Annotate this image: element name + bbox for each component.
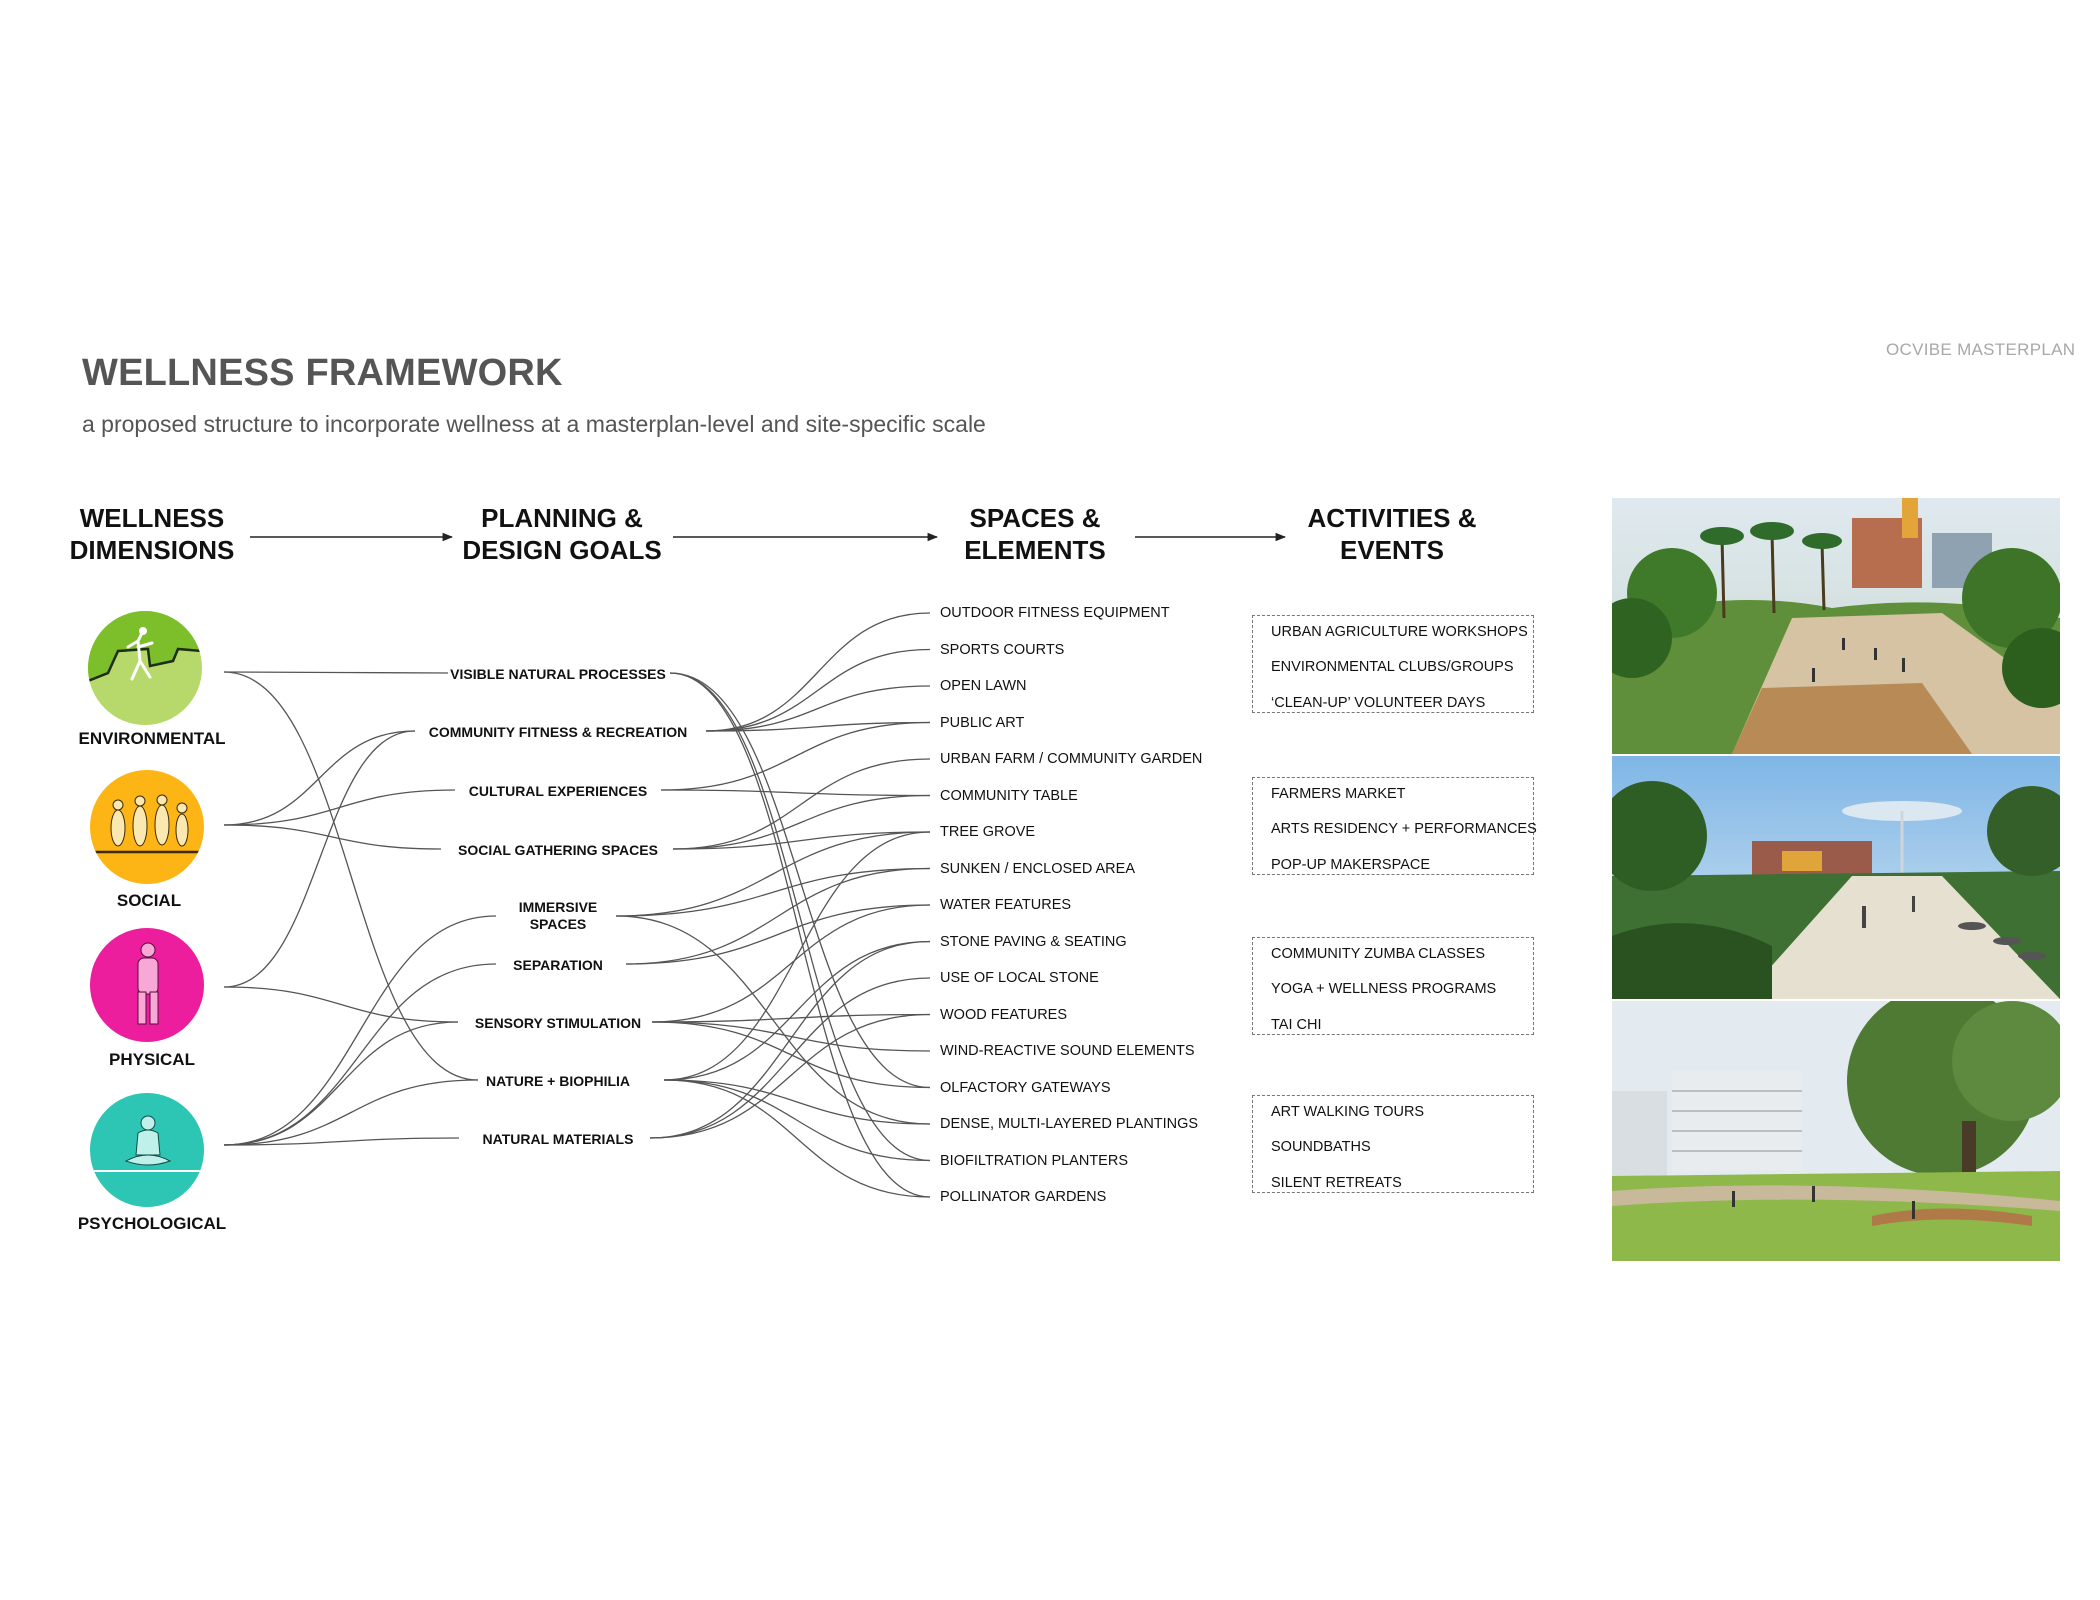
connection-curve <box>664 1080 930 1161</box>
activity-item: ARTS RESIDENCY + PERFORMANCES <box>1271 821 1537 837</box>
goal-community-fitness-recreation: COMMUNITY FITNESS & RECREATION <box>428 724 688 740</box>
goal-label-line: IMMERSIVE <box>518 899 598 915</box>
activity-item: ART WALKING TOURS <box>1271 1104 1425 1120</box>
page-subtitle: a proposed structure to incorporate wellness at a masterplan-level and site-specific scale <box>82 411 986 437</box>
goal-nature-biophilia: NATURE + BIOPHILIA <box>485 1073 631 1089</box>
column-header-line: EVENTS <box>1339 535 1445 565</box>
dimension-label-social: SOCIAL <box>116 891 182 910</box>
goal-sensory-stimulation: SENSORY STIMULATION <box>474 1015 642 1031</box>
environmental-circle <box>88 611 202 725</box>
gardener-figure-icon <box>88 611 202 725</box>
column-header-line: ACTIVITIES & <box>1307 503 1477 533</box>
rendering-image-plaza-garden <box>1612 498 2060 754</box>
column-header-line: WELLNESS <box>79 503 225 533</box>
column-header-activities <box>1272 502 1512 566</box>
element-item: WATER FEATURES <box>940 897 1072 913</box>
element-item: WIND-REACTIVE SOUND ELEMENTS <box>940 1043 1195 1059</box>
element-item: SUNKEN / ENCLOSED AREA <box>940 861 1135 877</box>
connection-curve <box>673 759 930 849</box>
column-header-line: SPACES & <box>969 503 1101 533</box>
dimension-label-physical: PHYSICAL <box>109 1050 195 1069</box>
page-title: WELLNESS FRAMEWORK <box>82 352 563 394</box>
element-item: OLFACTORY GATEWAYS <box>940 1080 1111 1096</box>
element-item: COMMUNITY TABLE <box>940 788 1078 804</box>
standing-person-icon <box>90 928 204 1042</box>
column-header-goals <box>412 502 712 566</box>
element-item: SPORTS COURTS <box>940 642 1065 658</box>
activity-item: YOGA + WELLNESS PROGRAMS <box>1271 981 1497 997</box>
connection-curve <box>670 673 930 1197</box>
activity-item: ENVIRONMENTAL CLUBS/GROUPS <box>1271 659 1514 675</box>
element-item: OPEN LAWN <box>940 678 1027 694</box>
meditation-figure-icon <box>90 1093 204 1207</box>
activity-item: URBAN AGRICULTURE WORKSHOPS <box>1271 624 1528 640</box>
connection-curve <box>224 731 415 987</box>
physical-circle <box>90 928 204 1042</box>
goal-cultural-experiences: CULTURAL EXPERIENCES <box>468 783 648 799</box>
goal-natural-materials: NATURAL MATERIALS <box>482 1131 634 1147</box>
connection-curve <box>706 613 930 731</box>
activity-item: SOUNDBATHS <box>1271 1139 1371 1155</box>
dancing-group-icon <box>90 770 204 884</box>
activity-item: TAI CHI <box>1271 1017 1322 1033</box>
element-item: USE OF LOCAL STONE <box>940 970 1099 986</box>
activity-item: COMMUNITY ZUMBA CLASSES <box>1271 946 1486 962</box>
connection-curve <box>224 731 415 825</box>
social-circle <box>90 770 204 884</box>
activity-item: POP-UP MAKERSPACE <box>1271 857 1431 873</box>
activity-group-physical <box>1252 937 1534 1035</box>
element-item: STONE PAVING & SEATING <box>940 934 1127 950</box>
dimension-label-psychological: PSYCHOLOGICAL <box>77 1214 227 1233</box>
column-header-dimensions <box>52 502 252 566</box>
element-item: POLLINATOR GARDENS <box>940 1189 1107 1205</box>
goal-social-gathering-spaces: SOCIAL GATHERING SPACES <box>458 842 658 858</box>
column-header-line: DESIGN GOALS <box>462 535 662 565</box>
activity-group-psychological <box>1252 1095 1534 1193</box>
connection-curve <box>670 673 930 1161</box>
column-header-line: ELEMENTS <box>964 535 1106 565</box>
activity-item: ‘CLEAN-UP’ VOLUNTEER DAYS <box>1271 695 1486 711</box>
activity-item: FARMERS MARKET <box>1271 786 1406 802</box>
rendering-image-park-lawn <box>1612 1001 2060 1261</box>
column-header-line: PLANNING & <box>481 503 643 533</box>
goal-label-line: SPACES <box>529 916 587 932</box>
goal-separation: SEPARATION <box>513 957 603 973</box>
column-header-line: DIMENSIONS <box>69 535 235 565</box>
element-item: WOOD FEATURES <box>940 1007 1068 1023</box>
element-item: URBAN FARM / COMMUNITY GARDEN <box>940 751 1203 767</box>
rendering-image-rooftop-terrace <box>1612 756 2060 999</box>
brand-label: OCVIBE MASTERPLAN <box>1886 340 2076 359</box>
connection-curve <box>706 650 930 732</box>
column-header-spaces <box>915 502 1155 566</box>
goal-immersive-spaces <box>408 899 708 933</box>
element-item: OUTDOOR FITNESS EQUIPMENT <box>940 605 1170 621</box>
connection-curve <box>650 978 930 1138</box>
element-item: PUBLIC ART <box>940 715 1025 731</box>
dimension-label-environmental: ENVIRONMENTAL <box>78 729 226 748</box>
connection-curve <box>224 964 496 1145</box>
activity-group-environmental <box>1252 615 1534 713</box>
psychological-circle <box>90 1093 204 1207</box>
element-item: BIOFILTRATION PLANTERS <box>940 1153 1128 1169</box>
activity-group-social <box>1252 777 1537 875</box>
goal-visible-natural-processes: VISIBLE NATURAL PROCESSES <box>450 666 666 682</box>
element-item: TREE GROVE <box>940 824 1036 840</box>
activity-item: SILENT RETREATS <box>1271 1175 1402 1191</box>
element-item: DENSE, MULTI-LAYERED PLANTINGS <box>940 1116 1199 1132</box>
